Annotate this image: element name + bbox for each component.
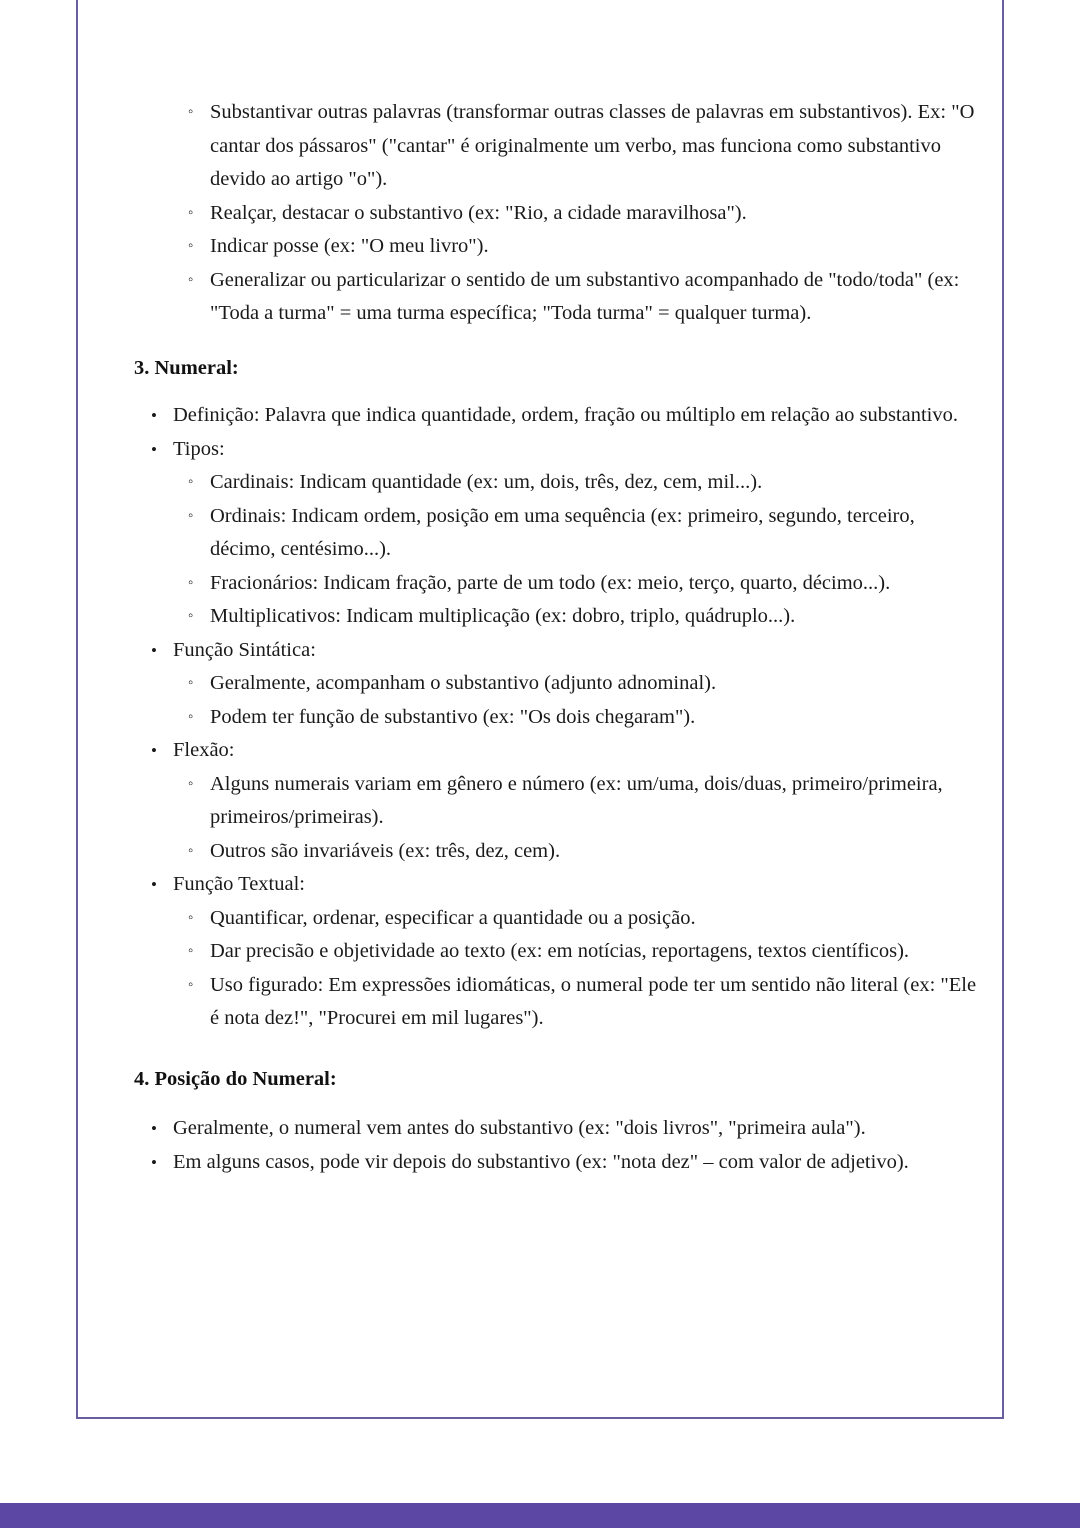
artigo-continuation-list [106, 96, 978, 331]
disc-bullet-icon: • [151, 406, 157, 426]
funcao-textual-sublist [106, 902, 978, 1036]
page-footer-bar [0, 1503, 1080, 1528]
circle-bullet-icon: ◦ [188, 104, 194, 120]
document-page-sheet [76, 0, 1004, 1419]
section-heading-numeral: 3. Numeral: [134, 356, 239, 379]
list-item-text: Uso figurado: Em expressões idiomáticas, o numeral pode ter um sentido não literal (ex: "Ele é nota dez!", "Procurei em mil lugares"). [210, 973, 977, 1030]
list-item [106, 1146, 978, 1180]
circle-bullet-icon: ◦ [188, 507, 194, 524]
disc-bullet-icon: • [151, 875, 157, 895]
list-item [106, 734, 978, 768]
list-item [106, 969, 978, 1036]
circle-bullet-icon: ◦ [188, 675, 194, 692]
list-item-text: Generalizar ou particularizar o sentido de um substantivo acompanhado de "todo/toda" (ex: "Toda a turma" = uma turma específica; "Toda turma" = qualquer turma). [210, 268, 960, 324]
list-item-text: Podem ter função de substantivo (ex: "Os dois chegaram"). [210, 705, 696, 728]
list-item [106, 433, 978, 467]
list-item [106, 868, 978, 902]
list-item [106, 264, 978, 331]
list-item [106, 667, 978, 701]
disc-bullet-icon: • [151, 1119, 157, 1139]
list-item [106, 634, 978, 668]
list-item-text: Flexão: [173, 739, 235, 762]
flexao-sublist [106, 768, 978, 869]
funcao-sintatica-sublist [106, 667, 978, 734]
disc-bullet-icon: • [151, 640, 157, 660]
list-item [106, 230, 978, 264]
list-item [106, 600, 978, 634]
list-item [106, 197, 978, 231]
disc-bullet-icon: • [151, 439, 157, 459]
list-item [106, 500, 978, 567]
list-item-text: Dar precisão e objetividade ao texto (ex: em notícias, reportagens, textos científicos). [210, 940, 910, 963]
section-heading-posicao: 4. Posição do Numeral: [134, 1067, 337, 1090]
posicao-list [106, 1112, 978, 1179]
disc-bullet-icon: • [151, 1152, 157, 1172]
numeral-heading-block [106, 355, 978, 382]
circle-bullet-icon: ◦ [188, 976, 194, 993]
circle-bullet-icon: ◦ [188, 775, 194, 792]
circle-bullet-icon: ◦ [188, 574, 194, 591]
circle-bullet-icon: ◦ [188, 943, 194, 960]
circle-bullet-icon: ◦ [188, 842, 194, 859]
list-item [106, 1112, 978, 1146]
circle-bullet-icon: ◦ [188, 708, 194, 725]
list-item-text: Em alguns casos, pode vir depois do substantivo (ex: "nota dez" – com valor de adjetivo). [173, 1150, 909, 1173]
list-item [106, 701, 978, 735]
list-item [106, 835, 978, 869]
list-item [106, 466, 978, 500]
list-item-text: Outros são invariáveis (ex: três, dez, cem). [210, 839, 561, 862]
list-item-text: Ordinais: Indicam ordem, posição em uma sequência (ex: primeiro, segundo, terceiro, décimo, centésimo...). [210, 504, 915, 561]
circle-bullet-icon: ◦ [188, 909, 194, 926]
circle-bullet-icon: ◦ [188, 271, 194, 288]
list-item [106, 935, 978, 969]
list-item [106, 768, 978, 835]
list-item [106, 399, 978, 433]
document-content-area [106, 96, 978, 1179]
list-item-text: Indicar posse (ex: "O meu livro"). [210, 235, 489, 257]
disc-bullet-icon: • [151, 741, 157, 761]
numeral-list [106, 399, 978, 1036]
list-item-text: Fracionários: Indicam fração, parte de um todo (ex: meio, terço, quarto, décimo...). [210, 571, 891, 594]
circle-bullet-icon: ◦ [188, 474, 194, 491]
list-item-text: Substantivar outras palavras (transformar outras classes de palavras em substantivos). Ex: "O cantar dos pássaros" ("cantar" é originalmente um verbo, mas funciona como substantivo devido ao artigo "o"). [210, 101, 975, 190]
circle-bullet-icon: ◦ [188, 608, 194, 625]
list-item-text: Geralmente, o numeral vem antes do substantivo (ex: "dois livros", "primeira aula"). [173, 1117, 866, 1140]
list-item [106, 567, 978, 601]
list-item-text: Definição: Palavra que indica quantidade, ordem, fração ou múltiplo em relação ao substantivo. [173, 404, 958, 427]
circle-bullet-icon: ◦ [188, 238, 194, 254]
list-item-text: Função Textual: [173, 873, 305, 896]
posicao-heading-block [106, 1066, 978, 1093]
list-item-text: Multiplicativos: Indicam multiplicação (ex: dobro, triplo, quádruplo...). [210, 605, 796, 628]
list-item-text: Quantificar, ordenar, especificar a quantidade ou a posição. [210, 906, 696, 929]
list-item [106, 96, 978, 197]
list-item-text: Alguns numerais variam em gênero e número (ex: um/uma, dois/duas, primeiro/primeira, primeiros/primeiras). [210, 772, 943, 829]
list-item-text: Função Sintática: [173, 638, 316, 661]
tipos-sublist [106, 466, 978, 634]
circle-bullet-icon: ◦ [188, 204, 194, 221]
list-item [106, 902, 978, 936]
list-item-text: Geralmente, acompanham o substantivo (adjunto adnominal). [210, 672, 717, 695]
list-item-text: Cardinais: Indicam quantidade (ex: um, dois, três, dez, cem, mil...). [210, 471, 763, 494]
list-item-text: Tipos: [173, 437, 225, 460]
list-item-text: Realçar, destacar o substantivo (ex: "Rio, a cidade maravilhosa"). [210, 201, 747, 224]
